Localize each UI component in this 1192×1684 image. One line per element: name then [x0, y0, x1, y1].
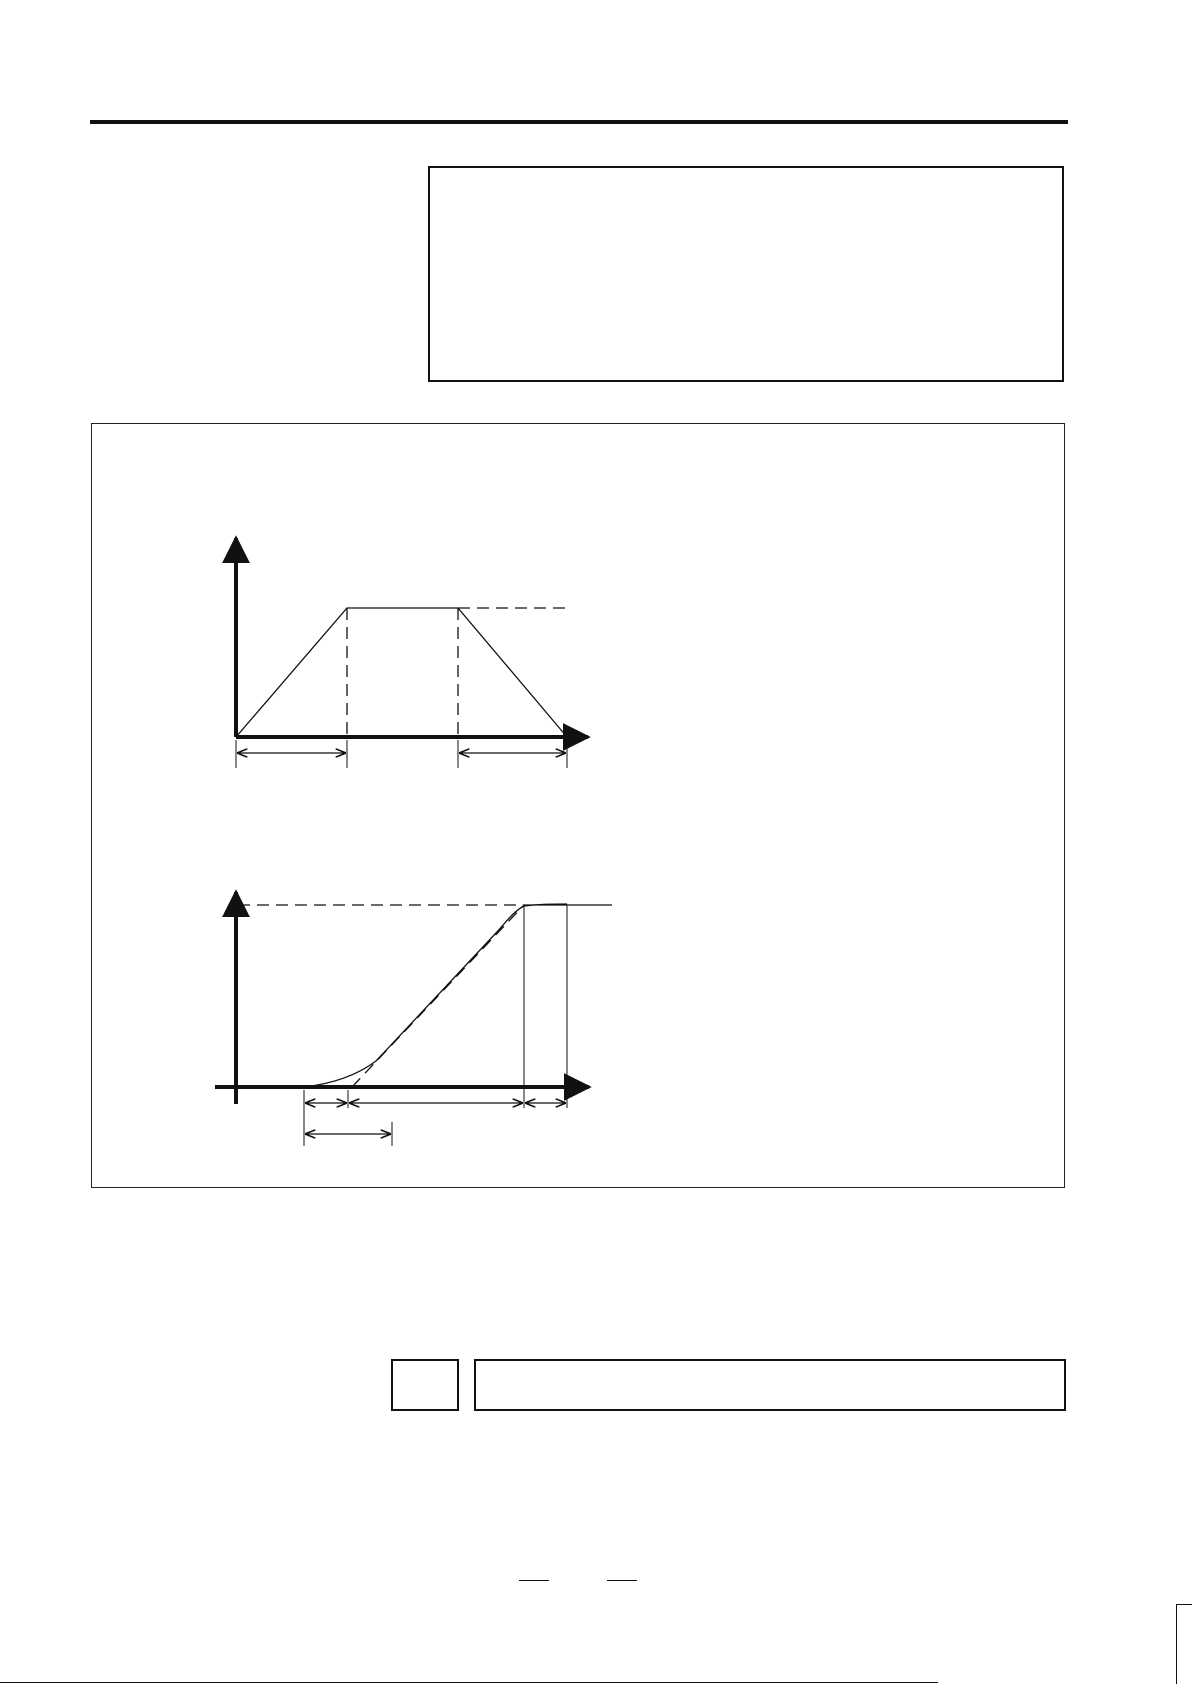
fraction-bar-2 [607, 1580, 637, 1581]
top-graph [236, 538, 588, 768]
fraction-bar-1 [519, 1580, 549, 1581]
bottom-graph-s-curve [304, 904, 567, 1087]
footer-rule [0, 1682, 938, 1683]
small-label-box [391, 1359, 459, 1411]
top-graph-trapezoid-line [236, 608, 567, 737]
page-corner-mark [1176, 1604, 1192, 1684]
bottom-graph [215, 892, 612, 1146]
wide-label-box [474, 1359, 1066, 1411]
